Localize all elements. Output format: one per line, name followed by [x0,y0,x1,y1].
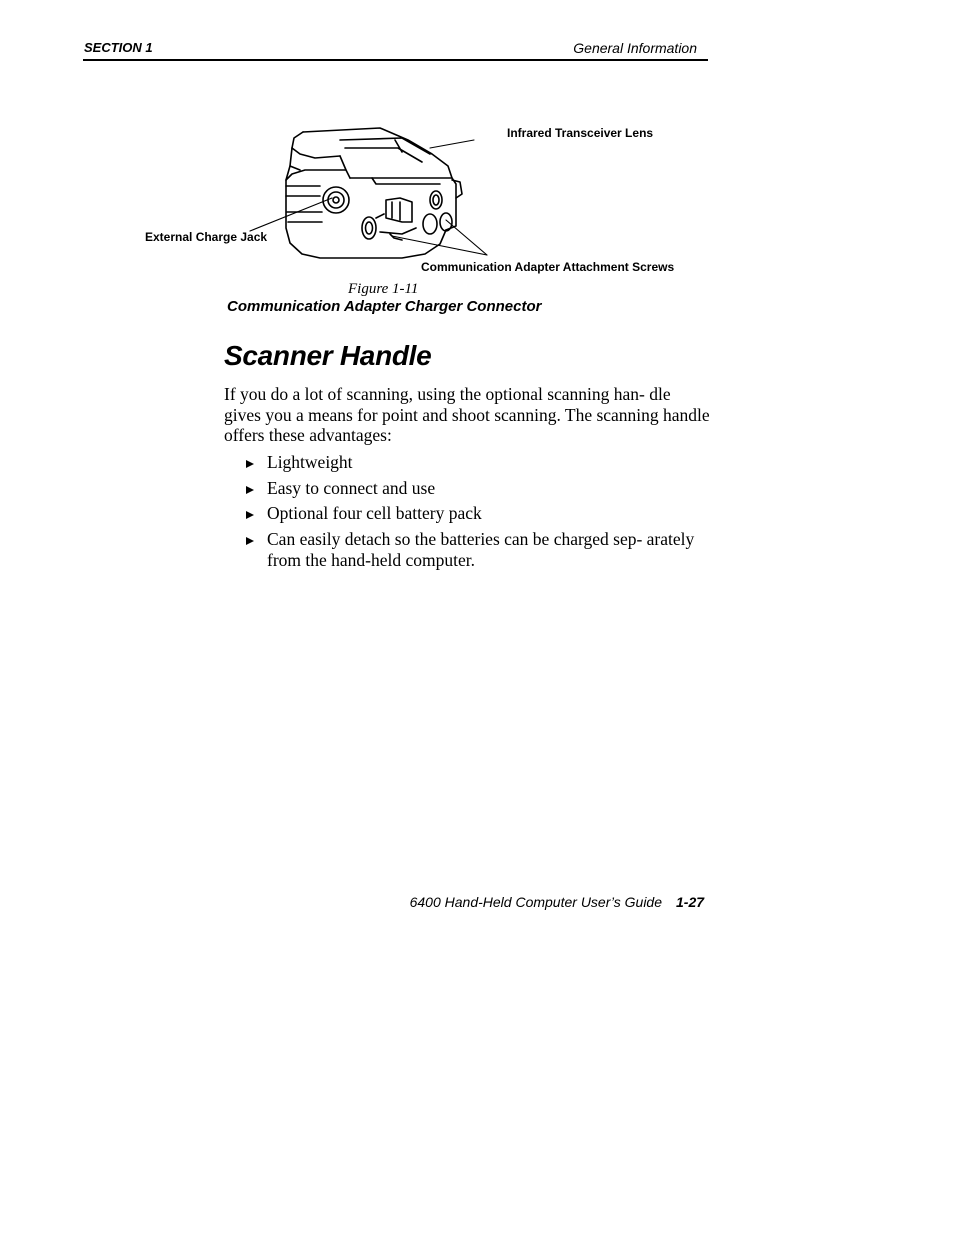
list-item-text: Easy to connect and use [267,477,436,498]
callout-attachment-screws: Communication Adapter Attachment Screws [421,260,675,274]
triangle-bullet-icon [246,486,254,494]
figure-caption: Communication Adapter Charger Connector [227,298,542,315]
triangle-bullet-icon [246,511,254,519]
list-item-text: Optional four cell battery pack [267,503,482,523]
charger-connector-illustration [140,118,710,278]
guide-title: 6400 Hand-Held Computer User’s Guide [409,894,662,910]
callout-charge-jack: External Charge Jack [145,230,268,244]
triangle-bullet-icon [246,537,254,545]
advantages-list [244,452,710,575]
list-item [244,529,710,571]
list-item-text: Can easily detach so the batteries can be charged sep- arately from the hand-held computer. [267,528,695,570]
list-item [244,503,710,524]
list-item-text: Lightweight [267,452,353,472]
triangle-bullet-icon [246,460,254,468]
list-item [244,452,710,473]
chapter-title: General Information [573,40,697,56]
section-label: SECTION 1 [84,40,153,55]
page-number: 1-27 [676,894,705,910]
figure-number: Figure 1-11 [348,281,419,297]
section-heading: Scanner Handle [224,340,432,371]
intro-paragraph: If you do a lot of scanning, using the optional scanning han- dle gives you a means for point and shoot scanning. The scanning handle offers these advantages: [224,384,710,445]
list-item [244,478,710,499]
callout-infrared-lens: Infrared Transceiver Lens [507,126,654,140]
header-rule [83,59,708,61]
